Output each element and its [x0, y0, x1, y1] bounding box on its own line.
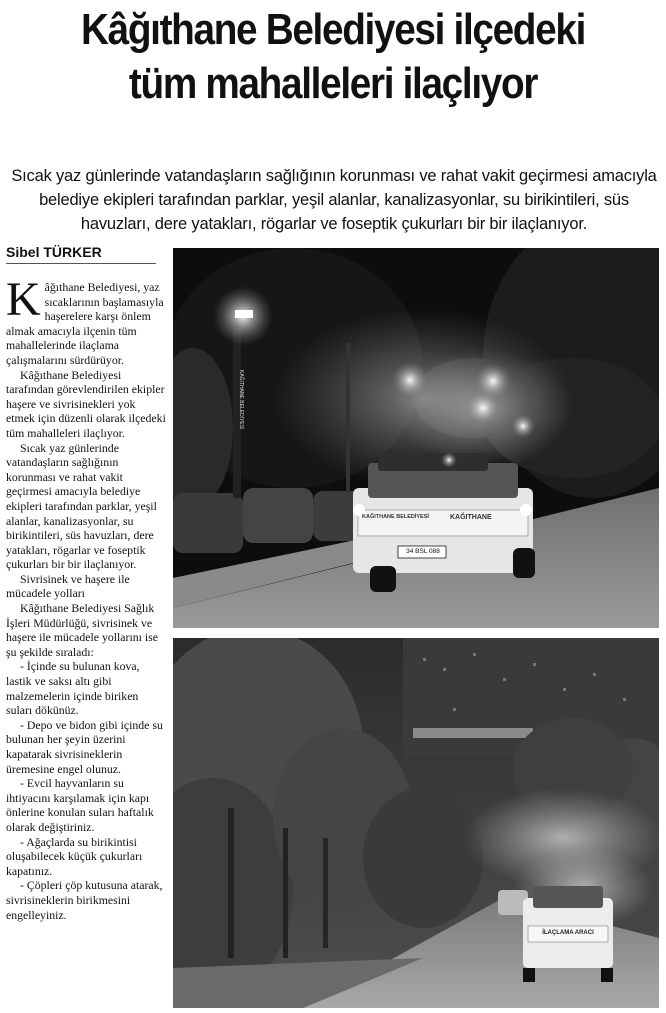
- paragraph-3: Sıcak yaz günlerinde vatandaşların sağlığının korunması ve rahat vakit geçirmesi amacıyla belediye ekipleri tarafından parklar, yeşil alanlar, kanalizasyonlar, su birikintileri, süs havuzları, dere yatakları, rögarlar ve foseptik çukurları bir bir ilaçlanıyor.: [6, 440, 157, 572]
- list-item-5: - Çöpleri çöp kutusuna atarak, sivrisineklerin birikmesini engelleyiniz.: [6, 878, 163, 922]
- photo-fumigation-street: [173, 638, 659, 1008]
- drop-cap: K: [6, 273, 41, 326]
- license-plate: 34 BSL 088: [406, 548, 440, 555]
- truck-logo-text: KAĞITHANE: [450, 514, 492, 521]
- truck-door-text: KAĞITHANE BELEDİYESİ: [362, 514, 429, 520]
- headline-line-1: Kâğıthane Belediyesi ilçedeki: [80, 5, 586, 54]
- paragraph-1: [6, 273, 166, 368]
- list-item-4: - Ağaçlarda su birikintisi oluşabilecek küçük çukurları kapatınız.: [6, 834, 143, 878]
- lamp-post-text: KAĞITHANE BELEDİYESİ: [238, 370, 244, 430]
- headline-line-2: tüm mahalleleri ilaçlıyor: [128, 59, 538, 108]
- paragraph-2: Kâğıthane Belediyesi tarafından görevlendirilen ekipler haşere ve sivrisinekleri yok etmek için düzenli olarak ilçedeki tüm mahalleleri ilaçlıyor.: [6, 367, 166, 440]
- article-body: [6, 273, 166, 922]
- paragraph-4-subheading: Sivrisinek ve haşere ile mücadele yolları: [6, 571, 130, 601]
- byline: Sibel TÜRKER: [6, 244, 156, 264]
- paragraph-5: Kâğıthane Belediyesi Sağlık İşleri Müdürlüğü, sivrisinek ve haşere ile mücadele yollarını ise şu şekilde sıraladı:: [6, 601, 158, 659]
- list-item-3: - Evcil hayvanların su ihtiyacını karşılamak için kapı önlerine konulan suları haftalık olarak değiştiriniz.: [6, 776, 154, 834]
- list-item-2: - Depo ve bidon gibi içinde su bulunan her şeyin üzerini kapatarak sivrisineklerin üremesine engel olunuz.: [6, 717, 163, 776]
- article-headline: [0, 4, 666, 112]
- truck-label-text: İLAÇLAMA ARACI: [542, 930, 594, 936]
- photo-fumigation-truck-night: [173, 248, 659, 628]
- list-item-1: - İçinde su bulunan kova, lastik ve saksı altı gibi malzemelerin içinde biriken suları dökünüz.: [6, 659, 140, 718]
- article-lead: Sıcak yaz günlerinde vatandaşların sağlığının korunması ve rahat vakit geçirmesi amacıyla belediye ekipleri tarafından parklar, yeşil alanlar, kanalizasyonlar, su birikintileri, süs havuzları, dere yatakları, rögarlar ve foseptik çukurları bir bir ilaçlanıyor.: [11, 167, 657, 233]
- paragraph-1-text: âğıthane Belediyesi, yaz sıcaklarının başlamasıyla haşerelere karşı önlem almak amacıyla ilçenin tüm mahallelerinde ilaçlama çalışmalarını sürdürüyor.: [6, 280, 164, 367]
